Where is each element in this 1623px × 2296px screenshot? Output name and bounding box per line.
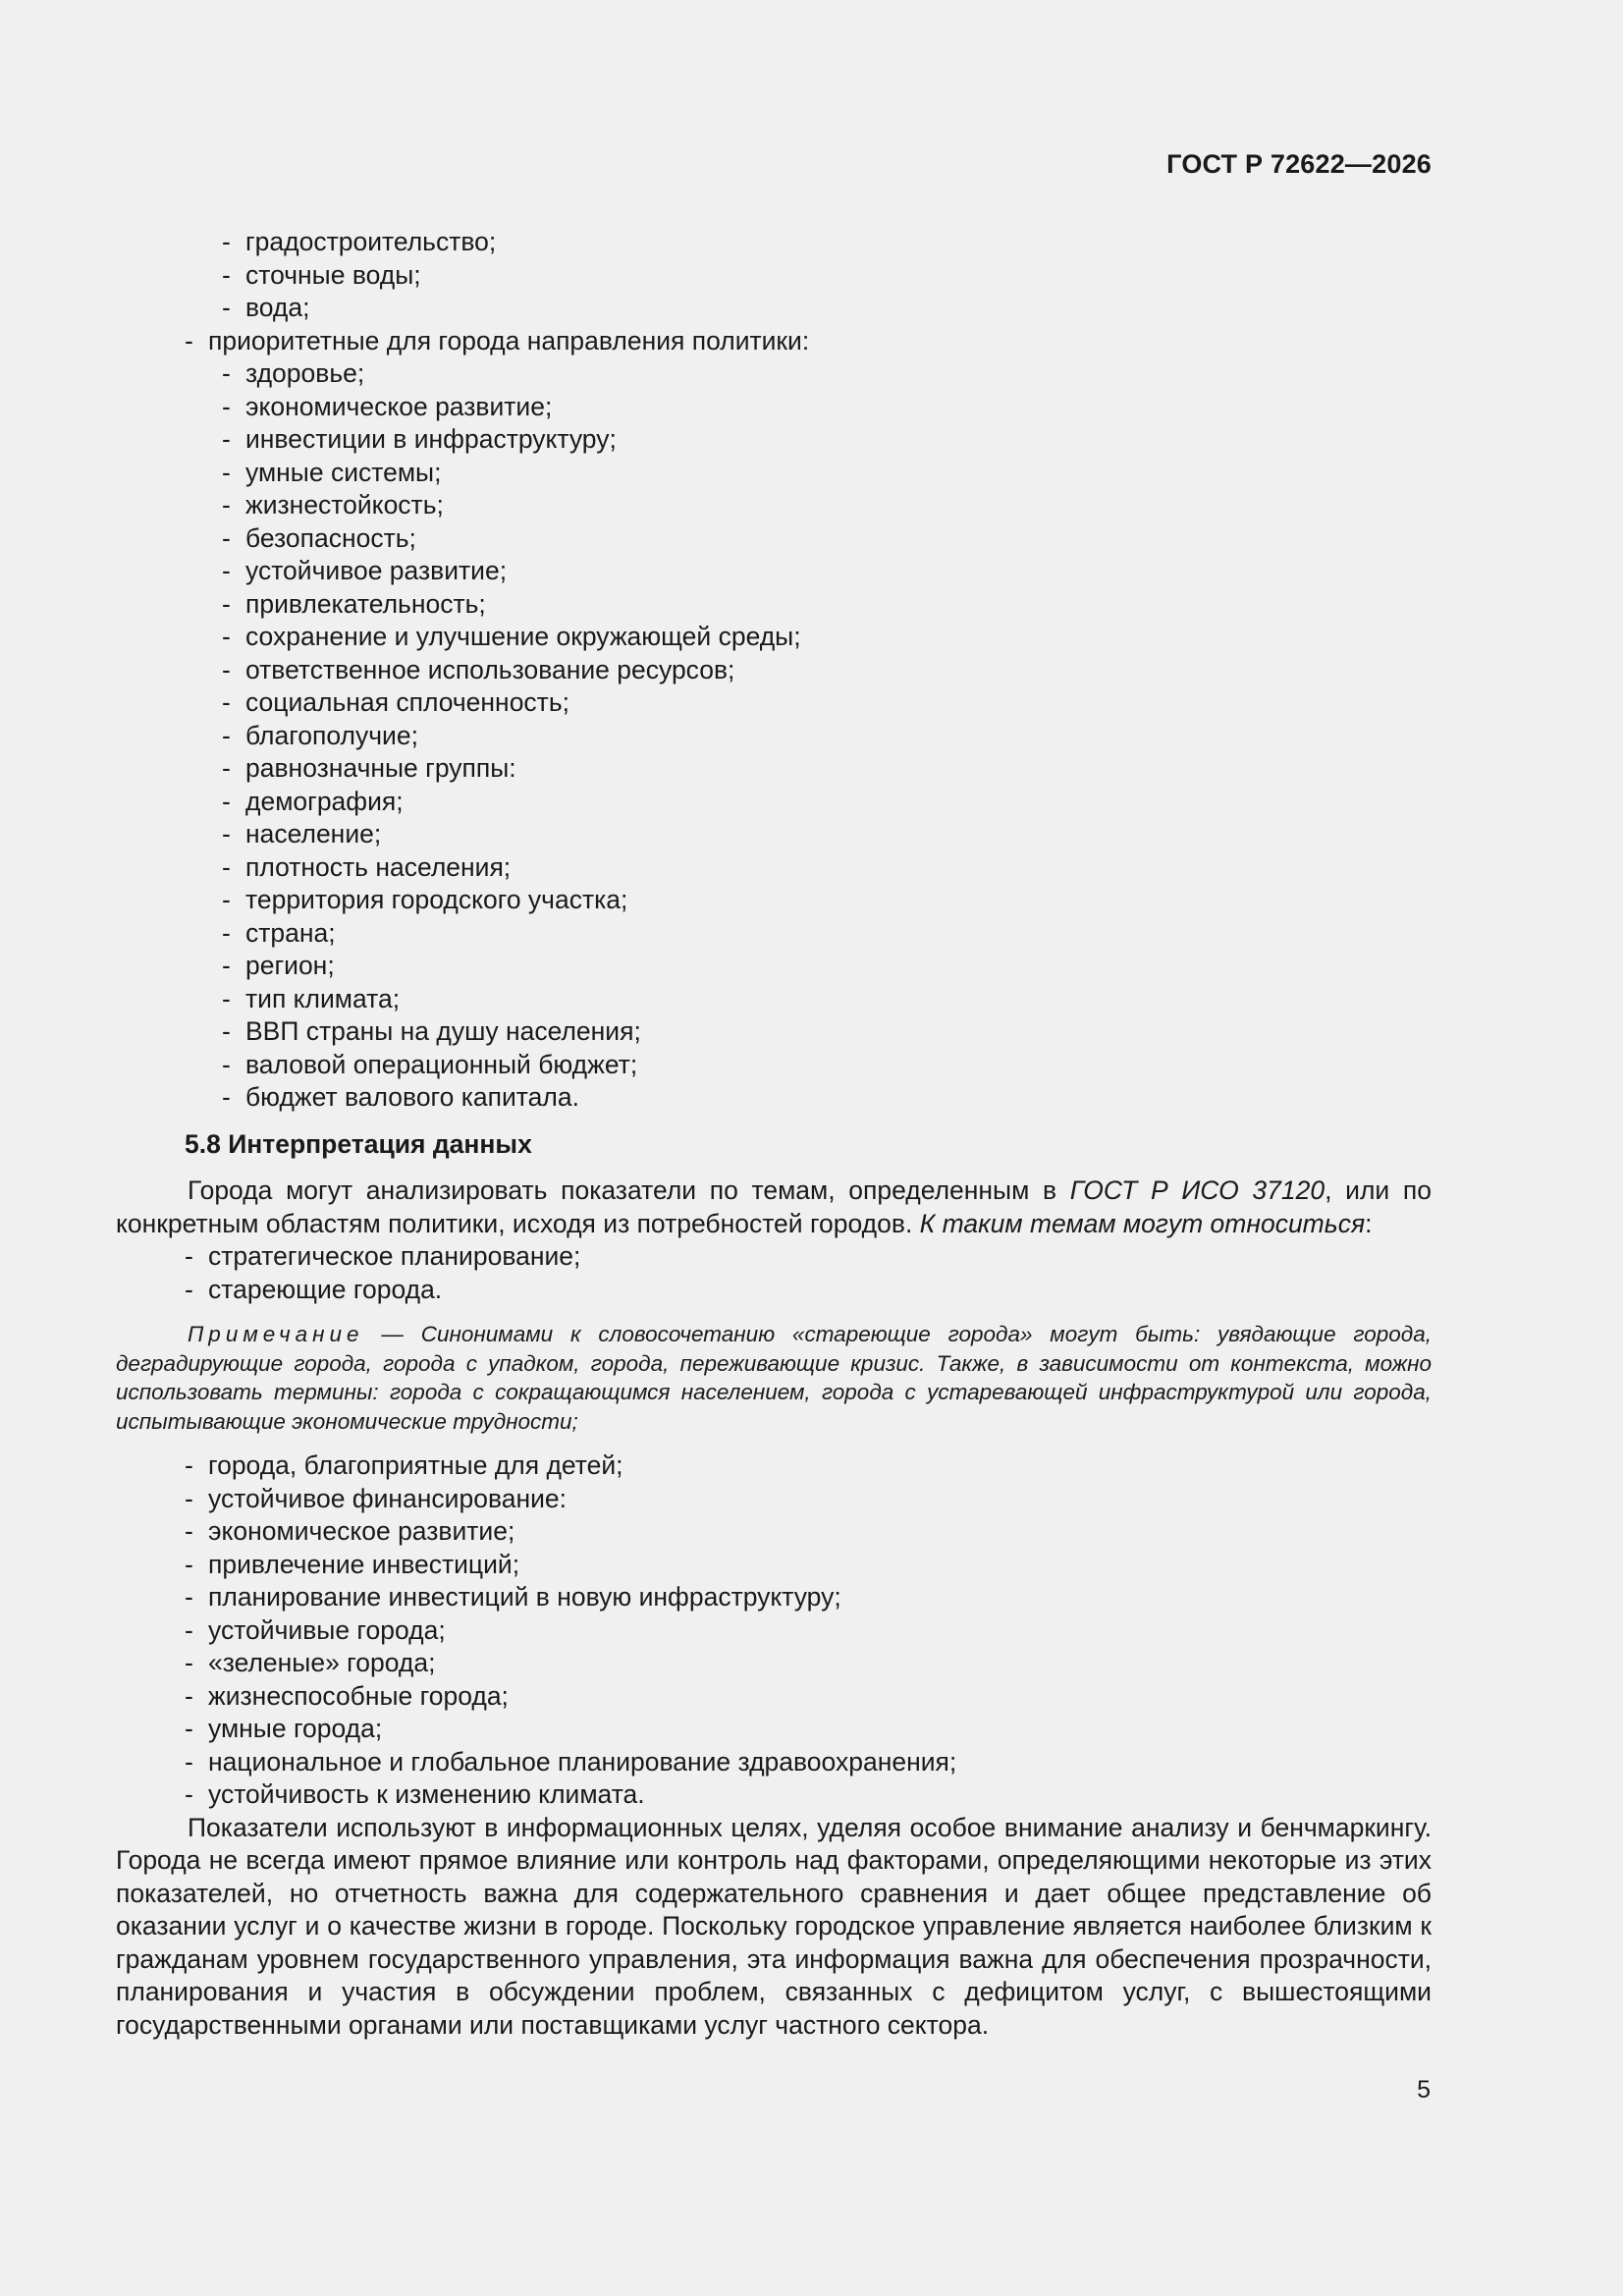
dash-marker: -	[222, 851, 231, 882]
list-item-text: равнозначные группы:	[245, 753, 516, 783]
list-item-text: плотность населения;	[245, 851, 512, 882]
dash-marker: -	[222, 1082, 231, 1112]
list-item-text: жизнеспособные города;	[208, 1680, 509, 1711]
section-paragraph	[116, 1175, 1432, 1240]
list-item	[116, 226, 1432, 259]
list-item	[116, 1274, 1432, 1307]
list-item-text: население;	[245, 819, 382, 848]
list-item-text: устойчивое финансирование:	[208, 1483, 568, 1513]
list-item	[116, 259, 1432, 293]
list-item	[116, 851, 1432, 885]
list-item-text: стареющие города.	[208, 1274, 443, 1304]
list-item	[116, 357, 1432, 391]
dash-marker: -	[222, 588, 231, 619]
dash-marker: -	[222, 819, 231, 848]
note	[116, 1320, 1432, 1436]
list-item	[116, 786, 1432, 819]
list-item	[116, 588, 1432, 622]
list-item-text: приоритетные для города направления политики:	[208, 325, 810, 355]
list-item-text: экономическое развитие;	[208, 1516, 515, 1546]
list-item	[116, 1746, 1432, 1779]
list-item-text: социальная сплоченность;	[245, 687, 569, 717]
list-item	[116, 950, 1432, 983]
list-item	[116, 522, 1432, 556]
dash-marker: -	[185, 1746, 193, 1777]
paragraph-text: Города могут анализировать показатели по темам, определенным в	[188, 1175, 1070, 1205]
list-item	[116, 1614, 1432, 1648]
list-item	[116, 1483, 1432, 1516]
dash-marker: -	[185, 1549, 193, 1579]
list-utilities	[116, 226, 1432, 325]
list-item	[116, 489, 1432, 522]
list-item-text: градостроительство;	[245, 227, 497, 256]
dash-marker: -	[222, 1049, 231, 1079]
list-item	[116, 1015, 1432, 1049]
list-item-text: устойчивость к изменению климата.	[208, 1779, 645, 1809]
dash-marker: -	[222, 622, 231, 651]
list-item-text: экономическое развитие;	[245, 391, 553, 421]
list-item	[116, 917, 1432, 951]
dash-marker: -	[185, 1582, 193, 1612]
list-item-text: стратегическое планирование;	[208, 1241, 581, 1271]
section-title: 5.8 Интерпретация данных	[185, 1128, 532, 1159]
list-item	[116, 1049, 1432, 1082]
list-item	[116, 292, 1432, 325]
dash-marker: -	[222, 490, 231, 519]
dash-marker: -	[222, 786, 231, 816]
list-item	[116, 325, 1432, 358]
dash-marker: -	[185, 1614, 193, 1645]
list-item	[116, 423, 1432, 457]
list-item-text: сохранение и улучшение окружающей среды;	[245, 622, 801, 651]
list-item	[116, 884, 1432, 917]
dash-marker: -	[222, 522, 231, 553]
dash-marker: -	[222, 983, 231, 1013]
list-item-text: планирование инвестиций в новую инфраструктуру;	[208, 1582, 841, 1612]
list-policy-directions	[116, 357, 1432, 1115]
dash-marker: -	[222, 259, 231, 290]
list-item-text: сточные воды;	[245, 259, 421, 290]
list-item-text: валовой операционный бюджет;	[245, 1049, 638, 1079]
list-item-text: жизнестойкость;	[245, 490, 444, 519]
dash-marker: -	[222, 885, 231, 914]
list-item-text: привлечение инвестиций;	[208, 1549, 520, 1579]
dash-marker: -	[222, 951, 231, 980]
list-item-text: «зеленые» города;	[208, 1648, 436, 1677]
paragraph-text: :	[1365, 1208, 1373, 1238]
list-item-text: безопасность;	[245, 522, 416, 553]
list-item-text: благополучие;	[245, 720, 418, 750]
list-topics-continued	[116, 1449, 1432, 1812]
list-item-text: умные системы;	[245, 457, 442, 487]
list-item-text: устойчивые города;	[208, 1614, 446, 1645]
list-item	[116, 1449, 1432, 1483]
dash-marker: -	[185, 1779, 193, 1809]
list-item	[116, 1581, 1432, 1614]
list-item-text: умные города;	[208, 1714, 383, 1743]
page-content	[116, 226, 1432, 2042]
list-item-text: регион;	[245, 951, 335, 980]
dash-marker: -	[222, 227, 231, 256]
list-item	[116, 391, 1432, 424]
dash-marker: -	[222, 1016, 231, 1046]
list-item-text: привлекательность;	[245, 588, 486, 619]
note-text: — Синонимами к словосочетанию «стареющие города» могут быть: увядающие города, деградирующие города, города с упадком, города, переживающие кризис. Также, в зависимости от контекста, можно использовать термины: города с сокращающимся населением, города с устаревающей инфраструктурой или города, испытывающие экономические трудности;	[116, 1322, 1432, 1434]
standard-reference: ГОСТ Р ИСО 37120	[1069, 1175, 1325, 1205]
list-item	[116, 1778, 1432, 1812]
list-item-text: устойчивое развитие;	[245, 556, 508, 585]
list-item	[116, 1081, 1432, 1115]
list-item-text: демография;	[245, 786, 404, 816]
note-label: Примечание	[188, 1322, 364, 1346]
list-item	[116, 621, 1432, 654]
dash-marker: -	[185, 1516, 193, 1546]
list-item	[116, 1680, 1432, 1714]
list-item	[116, 1713, 1432, 1746]
dash-marker: -	[222, 556, 231, 585]
list-topics	[116, 1240, 1432, 1306]
paragraph-text: , или по конкретным областям политики, исходя из потребностей городов.	[116, 1175, 1432, 1238]
list-item	[116, 720, 1432, 753]
dash-marker: -	[185, 1714, 193, 1743]
dash-marker: -	[222, 293, 231, 322]
document-header: ГОСТ Р 72622—2026	[1166, 149, 1432, 179]
list-item	[116, 1515, 1432, 1549]
list-item	[116, 1647, 1432, 1680]
list-item	[116, 1240, 1432, 1274]
list-item	[116, 818, 1432, 851]
dash-marker: -	[185, 1241, 193, 1271]
dash-marker: -	[185, 1274, 193, 1304]
closing-paragraph: Показатели используют в информационных целях, уделяя особое внимание анализу и бенчмаркингу. Города не всегда имеют прямое влияние или контроль над факторами, определяющими некоторые из этих показателей, но отчетность важна для содержательного сравнения и дает общее представление об оказании услуг и о качестве жизни в городе. Поскольку городское управление является наиболее близким к гражданам уровнем государственного управления, эта информация важна для обеспечения прозрачности, планирования и участия в обсуждении проблем, связанных с дефицитом услуг, с вышестоящими государственными органами или поставщиками услуг частного сектора.	[116, 1812, 1432, 2040]
list-item	[116, 654, 1432, 687]
page-number: 5	[1417, 2076, 1431, 2104]
dash-marker: -	[222, 391, 231, 421]
list-item-text: бюджет валового капитала.	[245, 1082, 579, 1112]
list-item-text: вода;	[245, 293, 310, 322]
list-item	[116, 555, 1432, 588]
dash-marker: -	[222, 720, 231, 750]
dash-marker: -	[222, 654, 231, 684]
dash-marker: -	[222, 753, 231, 783]
list-item	[116, 686, 1432, 720]
list-item-text: тип климата;	[245, 983, 401, 1013]
list-item-text: ВВП страны на душу населения;	[245, 1016, 641, 1046]
list-item-text: ответственное использование ресурсов;	[245, 654, 735, 684]
list-item-text: территория городского участка;	[245, 885, 628, 914]
list-item-text: инвестиции в инфраструктуру;	[245, 424, 617, 454]
dash-marker: -	[185, 1680, 193, 1711]
dash-marker: -	[185, 1450, 193, 1480]
list-item	[116, 752, 1432, 786]
list-item-text: страна;	[245, 917, 336, 948]
dash-marker: -	[222, 687, 231, 717]
list-item-text: здоровье;	[245, 358, 365, 388]
list-item-text: национальное и глобальное планирование здравоохранения;	[208, 1746, 957, 1777]
dash-marker: -	[222, 917, 231, 948]
dash-marker: -	[222, 457, 231, 487]
list-item	[116, 983, 1432, 1016]
dash-marker: -	[222, 358, 231, 388]
list-item-text: города, благоприятные для детей;	[208, 1450, 623, 1480]
dash-marker: -	[185, 325, 193, 355]
dash-marker: -	[185, 1648, 193, 1677]
dash-marker: -	[185, 1483, 193, 1513]
list-item	[116, 1549, 1432, 1582]
dash-marker: -	[222, 424, 231, 454]
list-item	[116, 457, 1432, 490]
paragraph-emphasis: К таким темам могут относиться	[919, 1208, 1366, 1238]
